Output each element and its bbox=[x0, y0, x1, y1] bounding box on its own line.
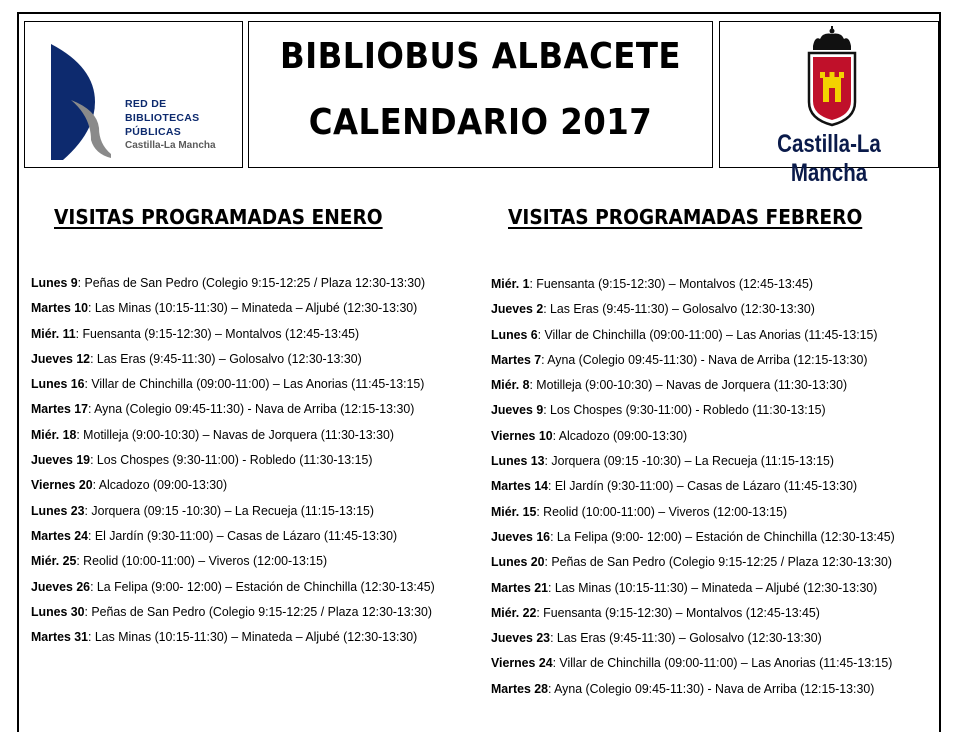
list-item bbox=[491, 299, 895, 324]
visit-day: Martes 31 bbox=[31, 629, 88, 645]
visit-details: : Ayna (Colegio 09:45-11:30) - Nava de Arriba (12:15-13:30) bbox=[541, 351, 868, 367]
castilla-la-mancha-logo-box bbox=[719, 21, 939, 187]
visit-day: Lunes 30 bbox=[31, 603, 85, 619]
visit-day: Lunes 6 bbox=[491, 326, 538, 342]
visit-details: : Jorquera (09:15 -10:30) – La Recueja (11:15-13:15) bbox=[544, 453, 835, 469]
logo-line-3: PÚBLICAS bbox=[125, 126, 182, 138]
list-item bbox=[491, 679, 895, 704]
visit-day: Martes 24 bbox=[31, 527, 88, 543]
visit-day: Jueves 23 bbox=[491, 630, 551, 646]
visit-day: Lunes 16 bbox=[31, 376, 85, 392]
visit-day: Miér. 25 bbox=[31, 553, 77, 569]
list-item bbox=[491, 451, 895, 476]
visit-details: : Villar de Chinchilla (09:00-11:00) – Las Anorias (11:45-13:15) bbox=[84, 376, 425, 392]
page-title: BIBLIOBUS ALBACETE bbox=[279, 36, 682, 77]
visit-details: : Fuensanta (9:15-12:30) – Montalvos (12:45-13:45) bbox=[75, 325, 360, 341]
visit-day: Lunes 13 bbox=[491, 453, 545, 469]
visit-day: Jueves 12 bbox=[31, 350, 91, 366]
list-item bbox=[491, 325, 895, 350]
list-item bbox=[491, 578, 895, 603]
list-item bbox=[491, 653, 895, 678]
list-item bbox=[31, 349, 435, 374]
list-item bbox=[491, 400, 895, 425]
list-item bbox=[491, 274, 895, 299]
logo-line-4: Castilla-La Mancha bbox=[125, 140, 216, 151]
list-item bbox=[491, 375, 895, 400]
visit-day: Martes 21 bbox=[491, 579, 548, 595]
list-item bbox=[31, 273, 435, 298]
list-item bbox=[491, 628, 895, 653]
list-item bbox=[31, 526, 435, 551]
visit-details: : Las Eras (9:45-11:30) – Golosalvo (12:30-13:30) bbox=[550, 630, 822, 646]
visit-day: Viernes 20 bbox=[31, 477, 93, 493]
list-item bbox=[491, 527, 895, 552]
visit-day: Martes 14 bbox=[491, 478, 548, 494]
list-item bbox=[491, 426, 895, 451]
visit-day: Jueves 19 bbox=[31, 452, 91, 468]
visit-details: : Reolid (10:00-11:00) – Viveros (12:00-13:15) bbox=[76, 553, 328, 569]
visit-day: Martes 10 bbox=[31, 300, 88, 316]
visit-details: : Alcadozo (09:00-13:30) bbox=[92, 477, 228, 493]
castilla-la-mancha-logo-text: Castilla-La Mancha bbox=[777, 130, 881, 187]
list-item bbox=[491, 603, 895, 628]
list-item bbox=[31, 551, 435, 576]
visit-details: : Reolid (10:00-11:00) – Viveros (12:00-13:15) bbox=[536, 503, 788, 519]
castilla-la-mancha-coat-of-arms-icon bbox=[720, 22, 940, 132]
visit-day: Viernes 24 bbox=[491, 655, 553, 671]
list-item bbox=[31, 450, 435, 475]
visit-details: : El Jardín (9:30-11:00) – Casas de Lázaro (11:45-13:30) bbox=[547, 478, 858, 494]
visit-details: : Las Eras (9:45-11:30) – Golosalvo (12:30-13:30) bbox=[90, 350, 362, 366]
list-item bbox=[31, 399, 435, 424]
visit-day: Miér. 1 bbox=[491, 276, 530, 291]
list-item bbox=[31, 602, 435, 627]
visit-details: : Los Chospes (9:30-11:00) - Robledo (11:30-13:15) bbox=[543, 402, 826, 418]
visit-details: : Peñas de San Pedro (Colegio 9:15-12:25 / Plaza 12:30-13:30) bbox=[77, 275, 426, 290]
visit-details: : Los Chospes (9:30-11:00) - Robledo (11:30-13:15) bbox=[90, 452, 373, 468]
visit-day: Jueves 26 bbox=[31, 578, 91, 594]
visits-list-febrero bbox=[491, 274, 916, 704]
visit-details: : Peñas de San Pedro (Colegio 9:15-12:25 / Plaza 12:30-13:30) bbox=[544, 554, 892, 570]
list-item bbox=[31, 425, 435, 450]
visit-details: : Jorquera (09:15 -10:30) – La Recueja (11:15-13:15) bbox=[84, 502, 375, 518]
visit-day: Jueves 2 bbox=[491, 301, 544, 317]
visit-day: Lunes 9 bbox=[31, 275, 78, 290]
visit-details: : Villar de Chinchilla (09:00-11:00) – Las Anorias (11:45-13:15) bbox=[552, 655, 893, 671]
title-box bbox=[248, 21, 713, 168]
visit-details: : La Felipa (9:00- 12:00) – Estación de Chinchilla (12:30-13:45) bbox=[550, 528, 895, 544]
list-item bbox=[31, 374, 435, 399]
logo-line-2: BIBLIOTECAS bbox=[125, 112, 200, 124]
visit-details: : El Jardín (9:30-11:00) – Casas de Lázaro (11:45-13:30) bbox=[87, 527, 398, 543]
visit-details: : Villar de Chinchilla (09:00-11:00) – Las Anorias (11:45-13:15) bbox=[537, 326, 878, 342]
visit-day: Lunes 20 bbox=[491, 554, 545, 570]
visits-list-enero bbox=[31, 273, 456, 652]
visit-day: Miér. 22 bbox=[491, 604, 537, 620]
visit-day: Miér. 18 bbox=[31, 426, 77, 442]
visit-day: Viernes 10 bbox=[491, 427, 553, 443]
heading-enero: VISITAS PROGRAMADAS ENERO bbox=[54, 205, 383, 229]
visit-details: : Las Minas (10:15-11:30) – Minateda – Aljubé (12:30-13:30) bbox=[547, 579, 878, 595]
red-bibliotecas-logo-box bbox=[24, 21, 243, 168]
visit-details: : Las Minas (10:15-11:30) – Minateda – Aljubé (12:30-13:30) bbox=[87, 629, 418, 645]
visit-details: : Las Minas (10:15-11:30) – Minateda – Aljubé (12:30-13:30) bbox=[87, 300, 418, 316]
visit-details: : Ayna (Colegio 09:45-11:30) - Nava de Arriba (12:15-13:30) bbox=[87, 401, 415, 417]
visit-details: : Fuensanta (9:15-12:30) – Montalvos (12:45-13:45) bbox=[529, 276, 813, 291]
list-item bbox=[31, 627, 435, 652]
visit-details: : Motilleja (9:00-10:30) – Navas de Jorquera (11:30-13:30) bbox=[529, 377, 848, 393]
visit-details: : Motilleja (9:00-10:30) – Navas de Jorquera (11:30-13:30) bbox=[76, 426, 394, 442]
red-bibliotecas-logo-text bbox=[125, 97, 216, 153]
list-item bbox=[31, 501, 435, 526]
visit-details: : Las Eras (9:45-11:30) – Golosalvo (12:30-13:30) bbox=[543, 301, 815, 317]
list-item bbox=[31, 298, 435, 323]
list-item bbox=[491, 476, 895, 501]
list-item bbox=[491, 350, 895, 375]
visit-day: Miér. 8 bbox=[491, 377, 530, 393]
visit-day: Martes 7 bbox=[491, 351, 542, 367]
page-subtitle: CALENDARIO 2017 bbox=[308, 102, 653, 143]
list-item bbox=[31, 475, 435, 500]
visit-day: Lunes 23 bbox=[31, 502, 85, 518]
logo-line-1: RED DE bbox=[125, 98, 167, 110]
visit-details: : Ayna (Colegio 09:45-11:30) - Nava de Arriba (12:15-13:30) bbox=[547, 680, 875, 696]
heading-febrero: VISITAS PROGRAMADAS FEBRERO bbox=[508, 205, 863, 229]
visit-day: Miér. 15 bbox=[491, 503, 537, 519]
visit-details: : Fuensanta (9:15-12:30) – Montalvos (12:45-13:45) bbox=[536, 604, 820, 620]
list-item bbox=[31, 577, 435, 602]
visit-day: Martes 28 bbox=[491, 680, 548, 696]
visit-details: : Peñas de San Pedro (Colegio 9:15-12:25 / Plaza 12:30-13:30) bbox=[84, 603, 432, 619]
list-item bbox=[31, 324, 435, 349]
list-item bbox=[491, 502, 895, 527]
list-item bbox=[491, 552, 895, 577]
visit-details: : Alcadozo (09:00-13:30) bbox=[552, 427, 688, 443]
visit-details: : La Felipa (9:00- 12:00) – Estación de Chinchilla (12:30-13:45) bbox=[90, 578, 435, 594]
visit-day: Martes 17 bbox=[31, 401, 88, 417]
visit-day: Miér. 11 bbox=[31, 325, 76, 341]
visit-day: Jueves 16 bbox=[491, 528, 551, 544]
visit-day: Jueves 9 bbox=[491, 402, 544, 418]
